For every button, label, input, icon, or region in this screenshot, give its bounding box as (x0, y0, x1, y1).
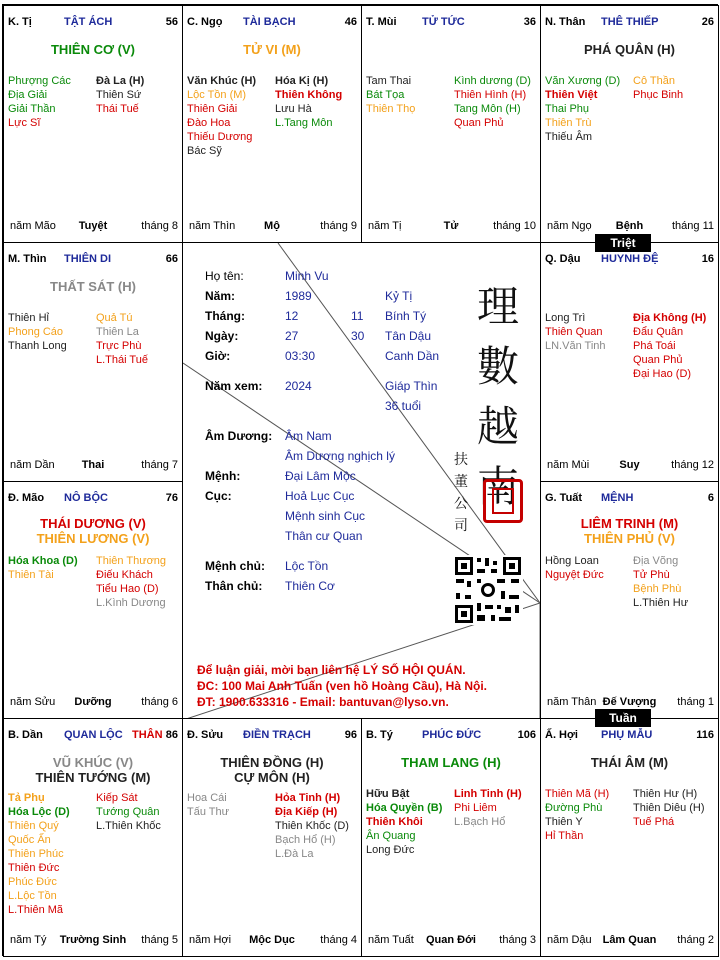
label-amduong: Âm Dương: (205, 429, 273, 443)
minor-star: Thiên Mã (H) (545, 788, 610, 800)
palace-header (545, 253, 714, 267)
palace-stage: Lâm Quan (602, 934, 657, 946)
palace-footer (187, 220, 357, 234)
palace-house: QUAN LỘC (64, 729, 123, 741)
minor-star: Tử Phù (633, 569, 670, 581)
palace-stage: Tuyệt (78, 220, 108, 232)
palace-stage: Thai (81, 459, 105, 471)
minor-star: Quan Phủ (454, 117, 504, 129)
minor-star: Hỏa Tinh (H) (275, 792, 341, 804)
palace-number: 86 (165, 729, 178, 741)
minor-star: Điếu Khách (96, 569, 153, 581)
minor-star: Thiên Phúc (8, 848, 64, 860)
palace-house: TỬ TỨC (422, 16, 465, 28)
minor-star: Ân Quang (366, 830, 416, 842)
palace-footer (8, 934, 178, 948)
main-star: THIÊN ĐỒNG (H) (220, 755, 324, 770)
minor-star: Đường Phù (545, 802, 603, 814)
palace-position: B. Tý (366, 729, 393, 741)
palace-ngo (182, 5, 362, 243)
palace-dau (540, 242, 719, 482)
minor-star: Thiên La (96, 326, 139, 338)
palace-house: TÀI BẠCH (243, 16, 296, 28)
palace-footer (545, 220, 714, 234)
palace-suu (182, 718, 362, 957)
minor-star: Tiểu Hao (D) (96, 583, 159, 595)
palace-footer (545, 934, 714, 948)
label-than-chu: Thân chủ: (205, 579, 263, 593)
palace-year: năm Thìn (189, 220, 236, 232)
main-star: LIÊM TRINH (M) (580, 516, 679, 531)
palace-stage: Dưỡng (74, 696, 112, 708)
value-age: 36 tuổi (385, 399, 422, 413)
main-stars (541, 755, 718, 770)
palace-house: TẬT ÁCH (64, 16, 113, 28)
palace-stage: Đế Vượng (602, 696, 657, 708)
minor-star: Hữu Bật (366, 788, 410, 800)
palace-header (8, 16, 178, 30)
triet-tag: Triệt (595, 234, 651, 252)
minor-star: Thiên Việt (545, 89, 598, 101)
palace-year: năm Sửu (10, 696, 56, 708)
palace-header (8, 729, 178, 743)
minor-star: Văn Khúc (H) (187, 75, 257, 87)
minor-star: Thiên Không (275, 89, 343, 101)
value-month-can: Bính Tý (385, 309, 427, 323)
palace-month: tháng 8 (141, 220, 178, 232)
minor-star: Thiên Y (545, 816, 583, 828)
minor-star: L.Thiên Mã (8, 904, 64, 916)
minor-star: Phá Toái (633, 340, 676, 352)
main-stars (4, 516, 182, 546)
palace-month: tháng 7 (141, 459, 178, 471)
palace-number: 46 (344, 16, 357, 28)
palace-header (187, 729, 357, 743)
minor-star: Thiên Thương (96, 555, 167, 567)
palace-year: năm Mão (10, 220, 56, 232)
minor-star: Thiên Khôi (366, 816, 423, 828)
minor-star: Long Đức (366, 844, 415, 856)
palace-footer (8, 459, 178, 473)
tuan-tag: Tuần (595, 709, 651, 727)
palace-ti (361, 718, 541, 957)
minor-star: Kình dương (D) (454, 75, 531, 87)
palace-house: PHỤ MẪU (601, 729, 653, 741)
main-stars (541, 42, 718, 57)
minor-star: Tướng Quân (96, 806, 160, 818)
main-stars (362, 755, 540, 770)
palace-stage: Quan Đới (426, 934, 476, 946)
value-month: 12 (285, 309, 299, 323)
minor-star: L.Tang Môn (275, 117, 333, 129)
label-menh-chu: Mệnh chủ: (205, 559, 265, 573)
main-stars (183, 755, 361, 785)
minor-star: L.Bạch Hổ (454, 816, 506, 828)
palace-ty (3, 5, 183, 243)
minor-star: Kiếp Sát (96, 792, 138, 804)
horoscope-board (2, 4, 718, 956)
callig-char-4: 南 (476, 462, 519, 511)
palace-stage: Bệnh (615, 220, 644, 232)
palace-header (545, 492, 714, 506)
minor-star: Thanh Long (8, 340, 67, 352)
minor-star: Phục Binh (633, 89, 684, 101)
palace-house: THÊ THIẾP (601, 16, 659, 28)
minor-star: Quốc Ấn (8, 834, 51, 846)
palace-number: 6 (707, 492, 714, 504)
palace-year: năm Dậu (547, 934, 592, 946)
minor-star: L.Thái Tuế (96, 354, 148, 366)
palace-house: ĐIỀN TRẠCH (243, 729, 311, 741)
minor-star: Thiếu Âm (545, 131, 593, 143)
main-star: THÁI DƯƠNG (V) (40, 516, 146, 531)
palace-number: 66 (165, 253, 178, 265)
value-day-can: Tân Dậu (385, 329, 432, 343)
value-month-lunar: 11 (351, 309, 364, 323)
palace-position: Ấ. Hợi (545, 729, 578, 741)
palace-month: tháng 5 (141, 934, 178, 946)
palace-position: K. Tị (8, 16, 32, 28)
minor-star: Thiên Quan (545, 326, 603, 338)
minor-star: Địa Võng (633, 555, 679, 567)
label-cuc: Cục: (205, 489, 232, 503)
palace-footer (545, 459, 714, 473)
palace-than-tag: THÂN (132, 729, 163, 741)
red-seal (483, 479, 523, 523)
palace-year: năm Tị (368, 220, 402, 232)
main-stars (183, 42, 361, 57)
value-hour-can: Canh Dần (385, 349, 440, 363)
minor-star: Quả Tú (96, 312, 133, 324)
palace-position: Q. Dậu (545, 253, 581, 265)
palace-than (540, 5, 719, 243)
minor-star: L.Lộc Tồn (8, 890, 57, 902)
palace-stage: Mộc Dục (249, 934, 295, 946)
callig-char-2: 數 (476, 342, 519, 391)
palace-number: 36 (523, 16, 536, 28)
palace-hoi (540, 718, 719, 957)
label-day: Ngày: (205, 329, 239, 343)
palace-house: NÔ BỘC (64, 492, 108, 504)
palace-month: tháng 11 (671, 220, 714, 232)
value-year: 1989 (285, 289, 312, 303)
palace-month: tháng 10 (493, 220, 536, 232)
palace-house: HUYNH ĐỆ (601, 253, 659, 265)
palace-thin (3, 242, 183, 482)
value-menh-chu: Lộc Tồn (285, 559, 329, 573)
value-amduong: Âm Nam (285, 429, 332, 443)
palace-month: tháng 3 (499, 934, 536, 946)
main-stars (4, 279, 182, 294)
minor-star: Đà La (H) (96, 75, 145, 87)
contact-line-3: ĐT: 1900.633316 - Email: bantuvan@lyso.vn. (197, 695, 449, 709)
value-cuc-2: Mệnh sinh Cục (285, 509, 366, 523)
minor-star: Long Trì (545, 312, 586, 324)
main-stars (4, 755, 182, 785)
label-year: Năm: (205, 289, 236, 303)
minor-star: Thiên Giải (187, 103, 238, 115)
minor-star: Đào Hoa (187, 117, 231, 129)
palace-stage: Mộ (264, 220, 280, 232)
palace-number: 76 (165, 492, 178, 504)
value-view-can: Giáp Thìn (385, 379, 438, 393)
palace-footer (366, 934, 536, 948)
minor-star: Linh Tinh (H) (454, 788, 522, 800)
minor-star: Bác Sỹ (187, 145, 222, 157)
palace-position: M. Thìn (8, 253, 47, 265)
minor-star: Lưu Hà (275, 103, 312, 115)
palace-year: năm Thân (547, 696, 597, 708)
minor-star: Tuế Phá (633, 816, 675, 828)
minor-star: Tấu Thư (187, 806, 230, 818)
palace-stage: Trường Sinh (59, 934, 127, 946)
main-star: THIÊN CƠ (V) (50, 42, 136, 57)
callig-small-4: 司 (454, 518, 468, 534)
palace-year: năm Tuất (368, 934, 414, 946)
minor-star: Thiên Diêu (H) (633, 802, 705, 814)
minor-star: Giải Thần (8, 103, 56, 115)
main-star: CỰ MÔN (H) (234, 770, 310, 785)
palace-number: 56 (165, 16, 178, 28)
minor-star: Hóa Quyền (B) (366, 802, 443, 814)
palace-header (8, 253, 178, 267)
main-star: VŨ KHÚC (V) (52, 755, 134, 770)
minor-star: L.Kình Dương (96, 597, 166, 609)
center-info-panel (182, 242, 541, 719)
main-stars (541, 516, 718, 546)
main-star: TỬ VI (M) (243, 42, 301, 57)
palace-position: N. Thân (545, 16, 586, 28)
minor-star: Thiên Tài (8, 569, 54, 581)
palace-house: THIÊN DI (64, 253, 112, 265)
value-cuc-3: Thân cư Quan (285, 529, 363, 543)
palace-number: 96 (344, 729, 357, 741)
palace-house: MỆNH (601, 492, 634, 504)
minor-star: Địa Không (H) (633, 312, 707, 324)
minor-star: L.Đà La (275, 848, 314, 860)
label-month: Tháng: (205, 309, 245, 323)
minor-star: Bệnh Phù (633, 583, 682, 595)
palace-month: tháng 4 (320, 934, 357, 946)
minor-star: Nguyệt Đức (545, 569, 604, 581)
palace-number: 26 (701, 16, 714, 28)
palace-position: T. Mùi (366, 16, 397, 28)
qr-code (453, 555, 523, 625)
minor-star: Phong Cáo (8, 326, 64, 338)
minor-star: Tả Phụ (8, 792, 45, 804)
minor-star: Hồng Loan (545, 555, 599, 567)
minor-star: Đại Hao (D) (633, 368, 692, 380)
value-day: 27 (285, 329, 299, 343)
minor-star: Thiên Hình (H) (454, 89, 527, 101)
palace-header (187, 16, 357, 30)
palace-month: tháng 2 (677, 934, 714, 946)
minor-star: Đẩu Quân (633, 326, 684, 338)
minor-star: Lộc Tồn (M) (187, 89, 247, 101)
callig-small-1: 扶 (454, 452, 468, 468)
palace-position: B. Dần (8, 729, 43, 741)
value-than-chu: Thiên Cơ (285, 579, 335, 593)
main-star: THIÊN PHỦ (V) (584, 531, 675, 546)
value-cuc: Hoả Lục Cục (285, 489, 355, 503)
minor-star: Hóa Lộc (D) (8, 806, 70, 818)
minor-star: Thiên Thọ (366, 103, 416, 115)
palace-dan (3, 718, 183, 957)
palace-year: năm Ngọ (547, 220, 592, 232)
contact-line-2: ĐC: 100 Mai Anh Tuấn (ven hồ Hoàng Cầu), Hà Nội. (197, 679, 488, 693)
palace-number: 106 (517, 729, 536, 741)
minor-star: Thiên Quý (8, 820, 59, 832)
main-stars (4, 42, 182, 57)
palace-footer (8, 220, 178, 234)
minor-star: Cô Thần (633, 75, 675, 87)
palace-month: tháng 1 (677, 696, 714, 708)
palace-header (366, 729, 536, 743)
minor-star: Hóa Kị (H) (275, 75, 329, 87)
minor-star: Phi Liêm (454, 802, 497, 814)
label-view-year: Năm xem: (205, 379, 263, 393)
minor-star: Phúc Đức (8, 876, 57, 888)
minor-star: Thiên Hỉ (8, 312, 49, 324)
minor-star: Thiên Đức (8, 862, 60, 874)
palace-position: G. Tuất (545, 492, 583, 504)
minor-star: Địa Giải (8, 89, 48, 101)
main-star: THIÊN TƯỚNG (M) (35, 770, 151, 785)
palace-mao (3, 481, 183, 719)
minor-star: LN.Văn Tinh (545, 340, 606, 352)
palace-year: năm Tý (10, 934, 47, 946)
palace-position: C. Ngọ (187, 16, 223, 28)
label-hour: Giờ: (205, 349, 231, 363)
minor-star: Thiên Sứ (96, 89, 142, 101)
calligraphy-small (453, 449, 469, 537)
minor-star: Thiên Hư (H) (633, 788, 698, 800)
minor-star: Quan Phủ (633, 354, 683, 366)
minor-star: Bạch Hổ (H) (275, 834, 336, 846)
minor-star: Tang Môn (H) (454, 103, 521, 115)
callig-small-3: 公 (454, 496, 468, 512)
minor-star: Hoa Cái (187, 792, 227, 804)
minor-star: Thiếu Dương (187, 131, 253, 143)
palace-footer (366, 220, 536, 234)
main-star: THẤT SÁT (H) (50, 279, 136, 294)
minor-star: Hỉ Thần (545, 830, 584, 842)
value-view-year: 2024 (285, 379, 312, 393)
palace-year: năm Hợi (189, 934, 232, 946)
minor-star: Tam Thai (366, 75, 412, 87)
palace-position: Đ. Sửu (187, 729, 224, 741)
minor-star: L.Thiên Hư (633, 597, 689, 609)
minor-star: Địa Kiếp (H) (275, 806, 338, 818)
palace-year: năm Mùi (547, 459, 590, 471)
label-name: Họ tên: (205, 269, 244, 283)
palace-month: tháng 9 (320, 220, 357, 232)
value-hour: 03:30 (285, 349, 316, 363)
palace-tuat (540, 481, 719, 719)
palace-header (8, 492, 178, 506)
main-star: THIÊN LƯƠNG (V) (36, 531, 150, 546)
minor-star: Hóa Khoa (D) (8, 555, 78, 567)
palace-stage: Suy (619, 459, 640, 471)
callig-small-2: 董 (454, 474, 468, 490)
minor-star: Thai Phụ (545, 103, 590, 115)
callig-char-1: 理 (476, 282, 519, 331)
minor-star: Lực Sĩ (8, 117, 41, 129)
value-menh: Đại Lâm Mộc (285, 469, 356, 483)
value-day-lunar: 30 (351, 329, 365, 343)
main-star: THAM LANG (H) (401, 755, 501, 770)
palace-mui (361, 5, 541, 243)
main-star: PHÁ QUÂN (H) (584, 42, 675, 57)
palace-stage: Tử (443, 220, 459, 232)
minor-star: Thiên Khốc (D) (275, 820, 349, 832)
minor-star: Bát Tọa (366, 89, 405, 101)
palace-footer (8, 696, 178, 710)
palace-header (366, 16, 536, 30)
palace-year: năm Dần (10, 459, 55, 471)
main-star: THÁI ÂM (M) (590, 755, 669, 770)
minor-star: Phượng Các (8, 75, 71, 87)
minor-star: Văn Xương (D) (545, 75, 621, 87)
minor-star: Thái Tuế (96, 103, 139, 115)
palace-header (545, 729, 714, 743)
value-name: Minh Vu (285, 269, 329, 283)
palace-number: 16 (701, 253, 714, 265)
palace-position: Đ. Mão (8, 492, 45, 504)
minor-star: L.Thiên Khốc (96, 820, 161, 832)
palace-house: PHÚC ĐỨC (422, 729, 482, 741)
contact-line-1: Để luận giải, mời bạn liên hệ LÝ SỐ HỘI QUÁN. (197, 663, 466, 677)
value-amduong-2: Âm Dương nghịch lý (285, 449, 395, 463)
value-year-can: Kỷ Tị (385, 289, 413, 303)
palace-number: 116 (696, 729, 714, 741)
palace-month: tháng 12 (671, 459, 714, 471)
minor-star: Trực Phù (96, 340, 142, 352)
palace-header (545, 16, 714, 30)
palace-footer (187, 934, 357, 948)
palace-footer (545, 696, 714, 710)
palace-month: tháng 6 (141, 696, 178, 708)
minor-star: Thiên Trù (545, 117, 592, 129)
label-menh: Mệnh: (205, 469, 241, 483)
callig-char-3: 越 (476, 402, 519, 451)
